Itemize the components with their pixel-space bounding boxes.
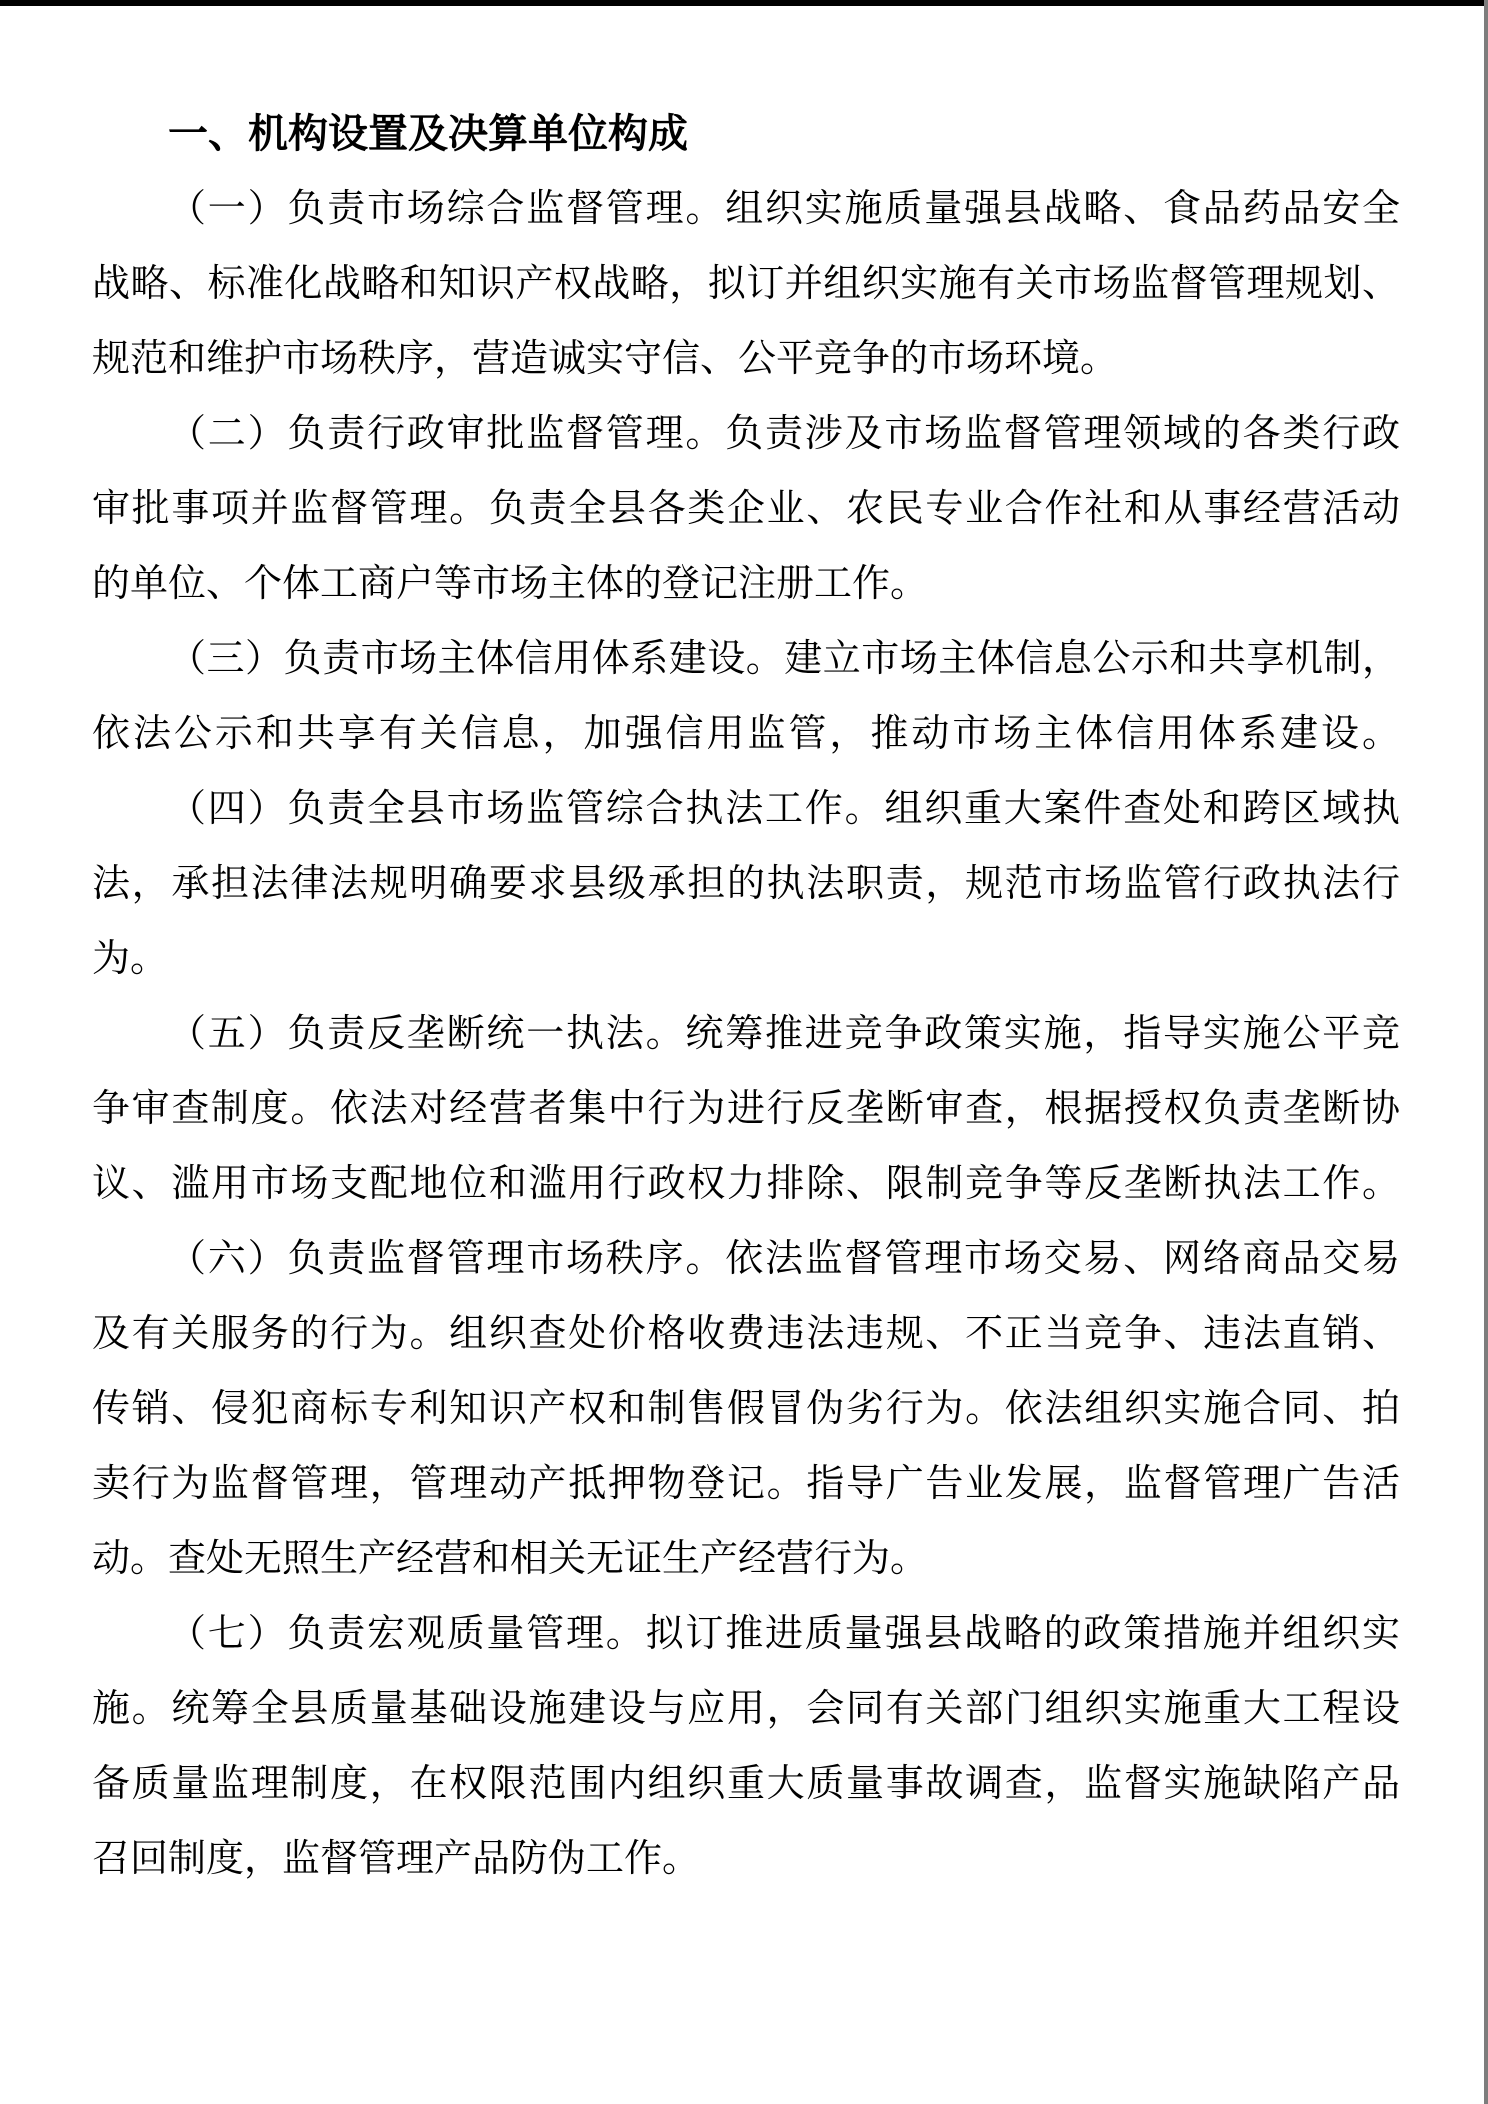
text-line: 动。查处无照生产经营和相关无证生产经营行为。 — [92, 1538, 929, 1580]
document-body — [92, 97, 1400, 1897]
text-line: 战略、标准化战略和知识产权战略，拟订并组织实施有关市场监督管理规划、 — [92, 263, 1400, 305]
page-right-edge-bar — [1484, 0, 1488, 2104]
text-line: 传销、侵犯商标专利知识产权和制售假冒伪劣行为。依法组织实施合同、拍 — [92, 1388, 1400, 1430]
text-line: （四）负责全县市场监管综合执法工作。组织重大案件查处和跨区域执 — [168, 788, 1400, 830]
text-line: （三）负责市场主体信用体系建设。建立市场主体信息公示和共享机制， — [168, 638, 1400, 680]
paragraphs-container — [92, 172, 1400, 1897]
text-line: 争审查制度。依法对经营者集中行为进行反垄断审查，根据授权负责垄断协 — [92, 1088, 1400, 1130]
text-line: 审批事项并监督管理。负责全县各类企业、农民专业合作社和从事经营活动 — [92, 488, 1400, 530]
text-line: 备质量监理制度，在权限范围内组织重大质量事故调查，监督实施缺陷产品 — [92, 1763, 1400, 1805]
text-line: （一）负责市场综合监督管理。组织实施质量强县战略、食品药品安全 — [168, 188, 1400, 230]
text-line: 依法公示和共享有关信息，加强信用监管，推动市场主体信用体系建设。 — [92, 713, 1400, 755]
text-line: 法，承担法律法规明确要求县级承担的执法职责，规范市场监管行政执法行 — [92, 863, 1400, 905]
text-line: （七）负责宏观质量管理。拟订推进质量强县战略的政策措施并组织实 — [168, 1613, 1400, 1655]
text-line: 的单位、个体工商户等市场主体的登记注册工作。 — [92, 563, 929, 605]
text-line: 召回制度，监督管理产品防伪工作。 — [92, 1838, 701, 1880]
text-line: （二）负责行政审批监督管理。负责涉及市场监督管理领域的各类行政 — [168, 413, 1400, 455]
text-line: 及有关服务的行为。组织查处价格收费违法违规、不正当竞争、违法直销、 — [92, 1313, 1400, 1355]
text-line: 议、滥用市场支配地位和滥用行政权力排除、限制竞争等反垄断执法工作。 — [92, 1163, 1400, 1205]
text-line: 卖行为监督管理，管理动产抵押物登记。指导广告业发展，监督管理广告活 — [92, 1463, 1400, 1505]
text-line: 为。 — [92, 938, 169, 980]
text-line: （五）负责反垄断统一执法。统筹推进竞争政策实施，指导实施公平竞 — [168, 1013, 1400, 1055]
text-line: （六）负责监督管理市场秩序。依法监督管理市场交易、网络商品交易 — [168, 1238, 1400, 1280]
text-line: 规范和维护市场秩序，营造诚实守信、公平竞争的市场环境。 — [92, 338, 1119, 380]
page-top-edge-bar — [0, 0, 1484, 6]
text-line: 施。统筹全县质量基础设施建设与应用，会同有关部门组织实施重大工程设 — [92, 1688, 1400, 1730]
section-heading: 一、机构设置及决算单位构成 — [168, 112, 688, 156]
